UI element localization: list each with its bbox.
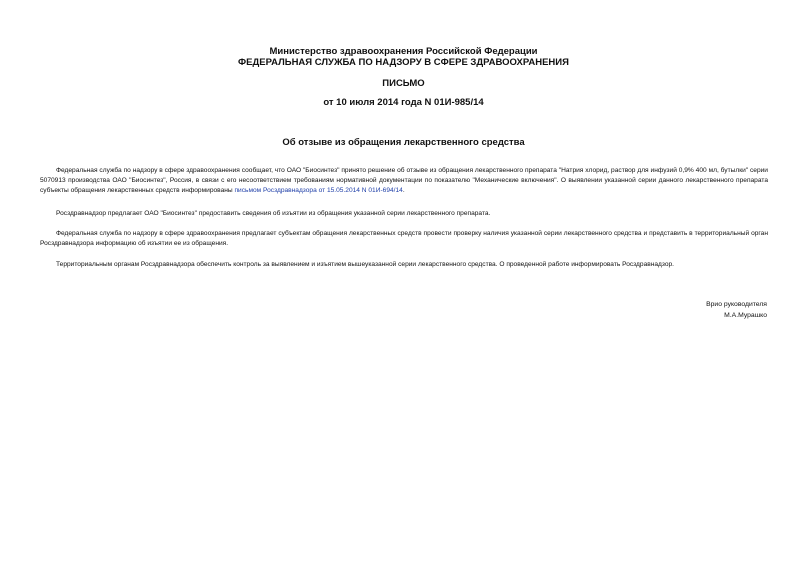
signatory-position: Врио руководителя [706, 301, 767, 308]
paragraph-3 [40, 229, 768, 249]
letter-date-number: от 10 июля 2014 года N 01И-985/14 [323, 97, 484, 108]
signatory-name: М.А.Мурашко [724, 312, 767, 319]
paragraph-4 [40, 260, 768, 270]
ministry-name: Министерство здравоохранения Российской Федерации [269, 46, 538, 57]
paragraph-3-text: Федеральная служба по надзору в сфере здравоохранения предлагает субъектам обращения лекарственных средств провести проверку наличия указанной серии лекарственного средства и представить в территориальный орган Росздравнадзора информацию об изъятии ее из обращения. [40, 230, 768, 247]
paragraph-1-end: . [402, 187, 405, 194]
reference-letter-link[interactable]: письмом Росздравнадзора от 15.05.2014 N 01И-694/14 [234, 187, 403, 194]
paragraph-2 [40, 209, 768, 219]
letter-type: ПИСЬМО [382, 78, 425, 89]
paragraph-2-text: Росздравнадзор предлагает ОАО "Биосинтез" предоставить сведения об изъятии из обращения указанной серии лекарственного препарата. [56, 210, 491, 217]
paragraph-1-text: Федеральная служба по надзору в сфере здравоохранения сообщает, что ОАО "Биосинтез" принято решение об отзыве из обращения лекарственного препарата "Натрия хлорид, раствор для инфузий 0,9% 400 мл, бутылки" серии 5070913 производства ОАО "Биосинтез", Россия, в связи с его несоответствием требованиям нормативной документации по показателю "Механические включения". О выявлении указанной серии данного лекарственного препарата субъекты обращения лекарственных средств информированы [40, 167, 768, 194]
service-name: ФЕДЕРАЛЬНАЯ СЛУЖБА ПО НАДЗОРУ В СФЕРЕ ЗДРАВООХРАНЕНИЯ [238, 57, 569, 68]
paragraph-4-text: Территориальным органам Росздравнадзора обеспечить контроль за выявлением и изъятием вышеуказанной серии лекарственного средства. О проведенной работе информировать Росздравнадзор. [56, 261, 675, 268]
letter-subject: Об отзыве из обращения лекарственного средства [282, 137, 525, 148]
paragraph-1 [40, 166, 768, 196]
